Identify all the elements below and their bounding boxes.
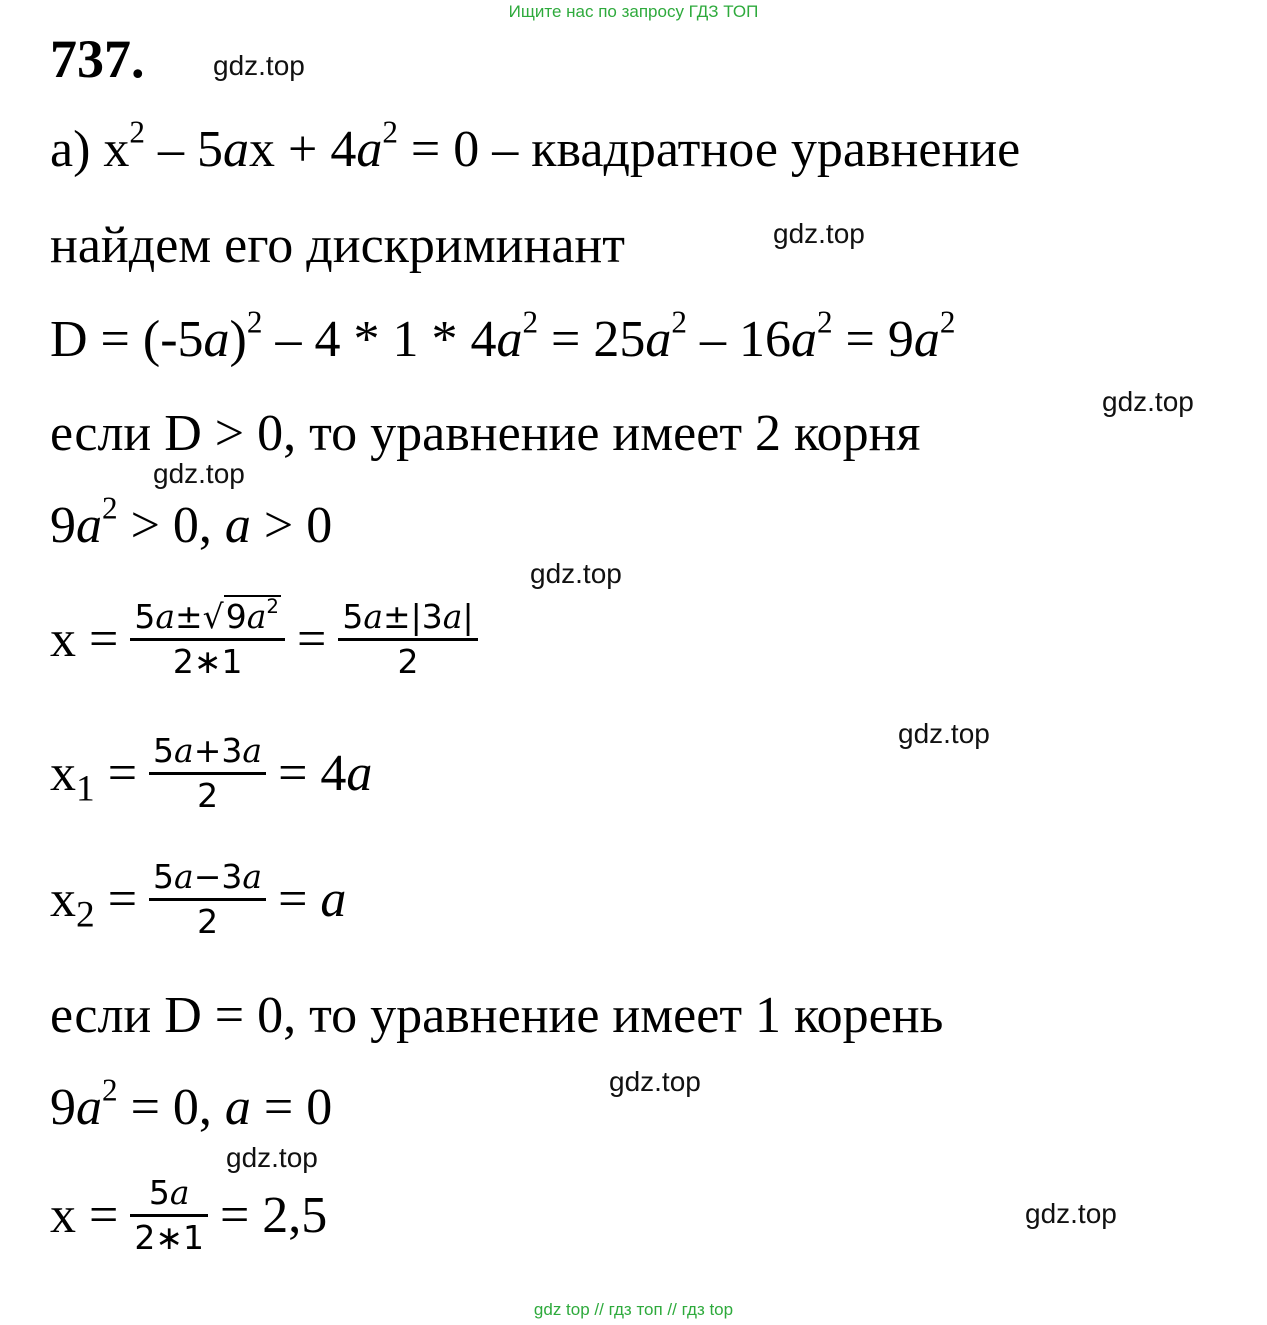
root-formula-line: x = $\frac{5a\pm√9a^2}{2∗1}$ = $\frac{5a\pm|3a|}{2}$ bbox=[50, 596, 490, 683]
text-line: найдем его дискриминант bbox=[50, 217, 625, 274]
text-line: если D > 0, то уравнение имеет 2 корня bbox=[50, 405, 921, 462]
fraction: $\frac{5a-3a}{2}$ bbox=[149, 856, 266, 943]
fraction: $\frac{5a\pm√9a^2}{2∗1}$ bbox=[130, 596, 285, 683]
equation-line: а) $x^2 - 5ax + 4a^2 = 0$ – квадратное уравнение bbox=[50, 114, 1021, 178]
text-line: если D = 0, то уравнение имеет 1 корень bbox=[50, 987, 944, 1044]
watermark: gdz.top bbox=[153, 458, 245, 489]
watermark: gdz.top bbox=[530, 558, 622, 589]
watermark: gdz.top bbox=[1102, 386, 1194, 417]
watermark: gdz.top bbox=[226, 1142, 318, 1173]
discriminant-line: $D = (-5a)^2 - 4 * 1 * 4a^2 = 25a^2 - 16a^2 = 9a^2$ bbox=[50, 304, 956, 368]
fraction: $\frac{5a}{2∗1}$ bbox=[130, 1172, 208, 1259]
watermark: gdz.top bbox=[609, 1066, 701, 1097]
equation-line: $9a^2 = 0$, a = 0 bbox=[50, 1072, 333, 1136]
fraction: $\frac{5a\pm|3a|}{2}$ bbox=[338, 596, 477, 683]
equation-line: $9a^2 > 0$, a > 0 bbox=[50, 490, 333, 554]
single-root-line: x = $\frac{5a}{2∗1}$ = 2,5 bbox=[50, 1173, 328, 1257]
top-banner: Ищите нас по запросу ГДЗ ТОП bbox=[508, 2, 759, 21]
watermark: gdz.top bbox=[773, 218, 865, 249]
watermark: gdz.top bbox=[213, 50, 305, 81]
watermark: gdz.top bbox=[898, 718, 990, 749]
watermark: gdz.top bbox=[1025, 1198, 1117, 1229]
root-x1-line: $x_1$ = $\frac{5a+3a}{2}$ = 4a bbox=[50, 731, 373, 815]
bottom-banner: gdz top // гдз топ // гдз top bbox=[533, 1300, 734, 1319]
fraction: $\frac{5a+3a}{2}$ bbox=[149, 730, 266, 817]
root-x2-line: $x_2$ = $\frac{5a-3a}{2}$ = a bbox=[50, 857, 347, 941]
task-number: 737. bbox=[50, 29, 145, 89]
